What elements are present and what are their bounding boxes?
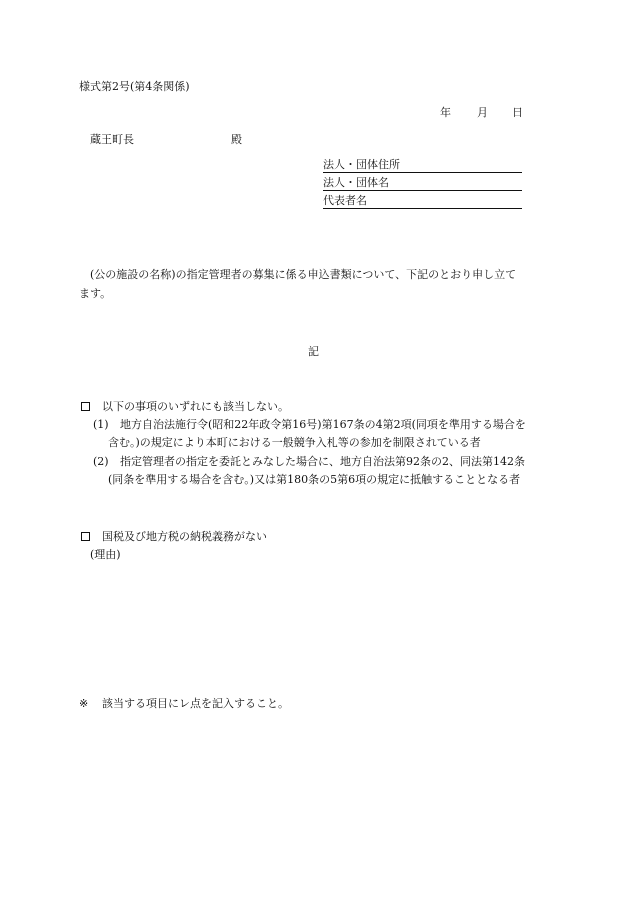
applicant-address-label: 法人・団体住所 (323, 158, 400, 171)
form-number: 様式第2号(第4条関係) (79, 80, 190, 93)
date-day-label: 日 (512, 106, 523, 119)
body-text-line1: (公の施設の名称)の指定管理者の募集に係る申込書類について、下記のとおり申し立て (90, 268, 517, 281)
section1-checkbox[interactable] (81, 402, 90, 411)
applicant-name-label: 法人・団体名 (323, 176, 389, 189)
representative-field[interactable] (323, 194, 522, 209)
date-month-label: 月 (477, 106, 488, 119)
item1-line2: 含む。)の規定により本町における一般競争入札等の参加を制限されている者 (108, 436, 481, 449)
reason-label: (理由) (90, 548, 121, 561)
section2-checkbox[interactable] (81, 532, 90, 541)
date-year-label: 年 (440, 106, 451, 119)
addressee: 蔵王町長 (90, 133, 134, 146)
honorific: 殿 (231, 133, 242, 146)
section1-heading: 以下の事項のいずれにも該当しない。 (102, 400, 289, 413)
item2-number: (2) (93, 455, 109, 468)
applicant-name-field[interactable] (323, 176, 522, 191)
ki-heading: 記 (308, 345, 319, 358)
applicant-address-field[interactable] (323, 158, 522, 173)
item2-line1: 指定管理者の指定を委託とみなした場合に、地方自治法第92条の2、同法第142条 (120, 455, 525, 468)
section2-heading: 国税及び地方税の納税義務がない (102, 530, 267, 543)
body-text-line2: ます。 (79, 287, 112, 300)
item2-line2: (同条を準用する場合を含む。)又は第180条の5第6項の規定に抵触することとなる者 (108, 473, 521, 486)
note-text: 該当する項目にレ点を記入すること。 (102, 697, 289, 710)
note-mark: ※ (79, 697, 89, 710)
item1-number: (1) (93, 418, 109, 431)
item1-line1: 地方自治法施行令(昭和22年政令第16号)第167条の4第2項(同項を準用する場合を (120, 418, 526, 431)
representative-label: 代表者名 (323, 194, 367, 207)
